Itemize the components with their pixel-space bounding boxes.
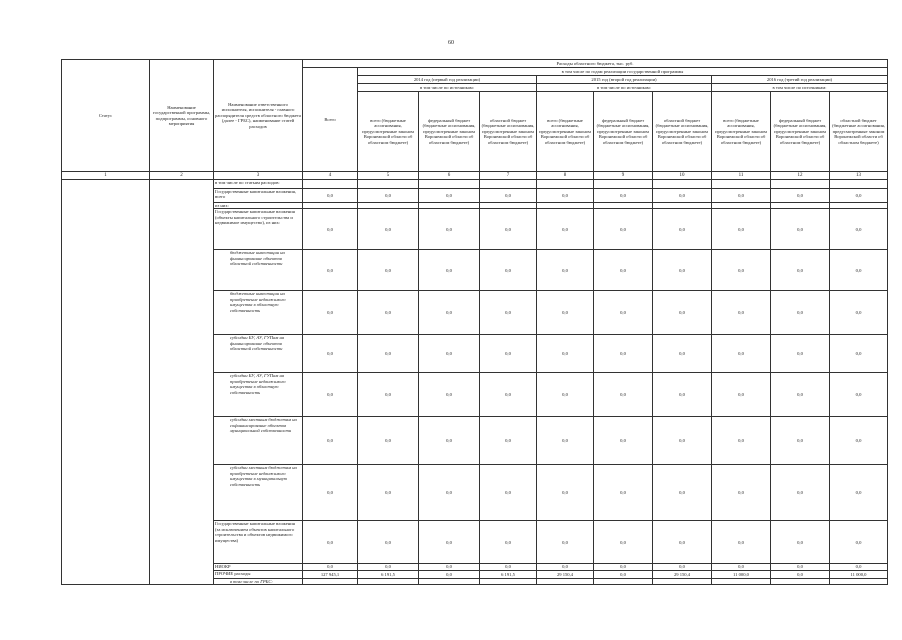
- value-cell: 0,0: [771, 521, 830, 564]
- col-number: 9: [594, 172, 653, 180]
- value-cell: 0,0: [358, 209, 419, 250]
- value-cell: 0,0: [537, 250, 594, 291]
- table-row: [62, 189, 888, 203]
- header-budget-expenses: Расходы областного бюджета, тыс. руб.: [303, 60, 888, 68]
- table-row: [62, 250, 888, 291]
- value-cell: 0,0: [480, 335, 537, 373]
- table-row: [62, 465, 888, 521]
- header-source-federal: федеральный бюджет (бюджетные ассигнования, предусмотренные законом Воронежской области об областном бюджете): [771, 92, 830, 172]
- budget-table: [61, 59, 888, 585]
- col-number: 1: [62, 172, 150, 180]
- value-cell: 0,0: [771, 189, 830, 203]
- status-cell: [62, 570, 150, 578]
- value-cell: [594, 180, 653, 189]
- value-cell: 0,0: [303, 209, 358, 250]
- row-label: ПРОЧИЕ расходы: [214, 570, 303, 578]
- value-cell: 0,0: [358, 250, 419, 291]
- header-status: Статус: [62, 60, 150, 172]
- table-row: [62, 570, 888, 578]
- table-body: [62, 180, 888, 585]
- row-label: Государственные капитальные вложения (объекты капитального строительства и недвижимое имущество), из них:: [214, 209, 303, 250]
- value-cell: 127 945,1: [303, 570, 358, 578]
- value-cell: 0,0: [303, 291, 358, 335]
- value-cell: 0,0: [712, 417, 771, 465]
- value-cell: 0,0: [830, 291, 888, 335]
- status-cell: [62, 578, 150, 584]
- value-cell: 0,0: [594, 570, 653, 578]
- header-program-name: Наименование государственной программы, подпрограммы, основного мероприятия: [150, 60, 214, 172]
- value-cell: 0,0: [358, 417, 419, 465]
- page-number: 60: [448, 40, 454, 46]
- header-source-regional: областной бюджет (бюджетные ассигнования, предусмотренные законом Воронежской области об областном бюджете): [830, 92, 888, 172]
- value-cell: 0,0: [537, 417, 594, 465]
- header-source-federal: федеральный бюджет (бюджетные ассигнования, предусмотренные законом Воронежской области об областном бюджете): [594, 92, 653, 172]
- value-cell: 0,0: [358, 335, 419, 373]
- header-sources-2015: в том числе по источникам:: [537, 84, 712, 92]
- value-cell: 11 000,0: [712, 570, 771, 578]
- value-cell: 0,0: [537, 465, 594, 521]
- value-cell: 0,0: [712, 189, 771, 203]
- status-cell: [62, 417, 150, 465]
- value-cell: 0,0: [594, 564, 653, 570]
- value-cell: [830, 180, 888, 189]
- header-total: Всего: [303, 68, 358, 172]
- header-source-all: всего (бюджетные ассигнования, предусмотренные законом Воронежской области об областном бюджете): [537, 92, 594, 172]
- value-cell: 0,0: [358, 291, 419, 335]
- value-cell: 0,0: [712, 291, 771, 335]
- value-cell: 0,0: [303, 521, 358, 564]
- value-cell: 0,0: [303, 335, 358, 373]
- col-number: 10: [653, 172, 712, 180]
- value-cell: 0,0: [771, 570, 830, 578]
- value-cell: 0,0: [419, 465, 480, 521]
- header-source-federal: федеральный бюджет (бюджетные ассигнования, предусмотренные законом Воронежской области об областном бюджете): [419, 92, 480, 172]
- value-cell: 0,0: [594, 291, 653, 335]
- value-cell: 0,0: [358, 373, 419, 417]
- value-cell: 0,0: [537, 373, 594, 417]
- program-cell: [150, 250, 214, 291]
- program-cell: [150, 417, 214, 465]
- value-cell: 6 191,5: [480, 570, 537, 578]
- header-executor-name: Наименование ответственного исполнителя, исполнителя - главного распорядителя средств областного бюджета (далее - ГРБС), наименование статей расходов: [214, 60, 303, 172]
- table-row: [62, 180, 888, 189]
- value-cell: 0,0: [653, 291, 712, 335]
- value-cell: 0,0: [480, 521, 537, 564]
- header-year-2016: 2016 год (третий год реализации): [712, 76, 888, 84]
- program-cell: [150, 373, 214, 417]
- col-number: 6: [419, 172, 480, 180]
- value-cell: [712, 180, 771, 189]
- header-year-2015: 2015 год (второй год реализации): [537, 76, 712, 84]
- row-label: Государственные капитальные вложения (за исключением объектов капитального строительства и объектов недвижимого имущества): [214, 521, 303, 564]
- value-cell: 0,0: [653, 465, 712, 521]
- value-cell: 0,0: [712, 521, 771, 564]
- value-cell: 0,0: [771, 564, 830, 570]
- value-cell: 0,0: [537, 291, 594, 335]
- value-cell: [537, 180, 594, 189]
- value-cell: 0,0: [771, 209, 830, 250]
- value-cell: 6 191,5: [358, 570, 419, 578]
- header-sources-2014: в том числе по источникам:: [358, 84, 537, 92]
- value-cell: [537, 578, 594, 584]
- col-number: 13: [830, 172, 888, 180]
- status-cell: [62, 189, 150, 203]
- value-cell: 0,0: [830, 465, 888, 521]
- value-cell: 0,0: [712, 250, 771, 291]
- status-cell: [62, 335, 150, 373]
- value-cell: 0,0: [419, 209, 480, 250]
- value-cell: 0,0: [419, 189, 480, 203]
- row-label: из них:: [214, 203, 303, 209]
- value-cell: 0,0: [303, 564, 358, 570]
- value-cell: 0,0: [537, 335, 594, 373]
- value-cell: 0,0: [594, 209, 653, 250]
- value-cell: 0,0: [653, 373, 712, 417]
- table-row: [62, 291, 888, 335]
- status-cell: [62, 291, 150, 335]
- header-source-all: всего (бюджетные ассигнования, предусмотренные законом Воронежской области об областном бюджете): [712, 92, 771, 172]
- program-cell: [150, 209, 214, 250]
- value-cell: 0,0: [771, 465, 830, 521]
- value-cell: [771, 578, 830, 584]
- status-cell: [62, 521, 150, 564]
- value-cell: 0,0: [480, 250, 537, 291]
- value-cell: [653, 180, 712, 189]
- value-cell: 0,0: [480, 417, 537, 465]
- value-cell: 0,0: [480, 189, 537, 203]
- program-cell: [150, 465, 214, 521]
- row-label: в том числе по статьям расходов:: [214, 180, 303, 189]
- value-cell: 0,0: [653, 189, 712, 203]
- value-cell: 0,0: [358, 189, 419, 203]
- value-cell: 0,0: [303, 189, 358, 203]
- status-cell: [62, 250, 150, 291]
- value-cell: [594, 578, 653, 584]
- row-label: субсидии БУ, АУ, ГУПам на приобретение недвижимого имущества в областную собственность: [214, 373, 303, 417]
- row-label: субсидии БУ, АУ, ГУПам на финансирование объектов областной собственности: [214, 335, 303, 373]
- status-cell: [62, 373, 150, 417]
- program-cell: [150, 180, 214, 189]
- program-cell: [150, 189, 214, 203]
- value-cell: [419, 578, 480, 584]
- value-cell: 0,0: [358, 564, 419, 570]
- value-cell: 0,0: [594, 335, 653, 373]
- program-cell: [150, 521, 214, 564]
- value-cell: 0,0: [537, 209, 594, 250]
- value-cell: 0,0: [712, 564, 771, 570]
- status-cell: [62, 465, 150, 521]
- value-cell: 0,0: [480, 291, 537, 335]
- value-cell: 0,0: [419, 564, 480, 570]
- value-cell: 0,0: [653, 209, 712, 250]
- value-cell: 0,0: [830, 250, 888, 291]
- program-cell: [150, 570, 214, 578]
- row-label: НИОКР: [214, 564, 303, 570]
- value-cell: 0,0: [830, 373, 888, 417]
- value-cell: 0,0: [594, 189, 653, 203]
- value-cell: 0,0: [537, 521, 594, 564]
- table-row: [62, 417, 888, 465]
- value-cell: 0,0: [653, 564, 712, 570]
- col-number: 5: [358, 172, 419, 180]
- value-cell: [480, 578, 537, 584]
- value-cell: 0,0: [830, 335, 888, 373]
- value-cell: 0,0: [653, 250, 712, 291]
- value-cell: 0,0: [358, 521, 419, 564]
- value-cell: 0,0: [537, 564, 594, 570]
- value-cell: 0,0: [419, 335, 480, 373]
- status-cell: [62, 209, 150, 250]
- value-cell: 0,0: [480, 564, 537, 570]
- header-source-regional: областной бюджет (бюджетные ассигнования, предусмотренные законом Воронежской области об областном бюджете): [480, 92, 537, 172]
- value-cell: 0,0: [830, 417, 888, 465]
- value-cell: 0,0: [419, 521, 480, 564]
- header-sources-2016: в том числе по источникам:: [712, 84, 888, 92]
- value-cell: [830, 578, 888, 584]
- value-cell: 0,0: [712, 209, 771, 250]
- row-label: бюджетные инвестиции на приобретение недвижимого имущества в областную собственность: [214, 291, 303, 335]
- col-number: 11: [712, 172, 771, 180]
- value-cell: 0,0: [480, 209, 537, 250]
- value-cell: 0,0: [830, 564, 888, 570]
- table-row: [62, 335, 888, 373]
- value-cell: 0,0: [537, 189, 594, 203]
- table-row: [62, 209, 888, 250]
- value-cell: 0,0: [594, 250, 653, 291]
- value-cell: [358, 180, 419, 189]
- value-cell: 0,0: [653, 521, 712, 564]
- value-cell: 0,0: [830, 521, 888, 564]
- value-cell: 0,0: [594, 465, 653, 521]
- value-cell: 0,0: [358, 465, 419, 521]
- value-cell: 0,0: [830, 189, 888, 203]
- value-cell: 0,0: [303, 373, 358, 417]
- value-cell: [653, 578, 712, 584]
- table-row: [62, 521, 888, 564]
- value-cell: 0,0: [480, 465, 537, 521]
- value-cell: 0,0: [419, 570, 480, 578]
- row-label: Государственные капитальные вложения, всего: [214, 189, 303, 203]
- value-cell: [303, 578, 358, 584]
- value-cell: [358, 578, 419, 584]
- value-cell: [771, 180, 830, 189]
- row-label: в том числе по ГРБС:: [214, 578, 303, 584]
- header-year-2014: 2014 год (первый год реализации): [358, 76, 537, 84]
- row-label: субсидии местным бюджетам на приобретение недвижимого имущества в муниципальную собственность: [214, 465, 303, 521]
- header-source-all: всего (бюджетные ассигнования, предусмотренные законом Воронежской области об областном бюджете): [358, 92, 419, 172]
- value-cell: 0,0: [653, 417, 712, 465]
- col-number: 3: [214, 172, 303, 180]
- value-cell: [419, 180, 480, 189]
- value-cell: 0,0: [830, 209, 888, 250]
- header-source-regional: областной бюджет (бюджетные ассигнования, предусмотренные законом Воронежской области об областном бюджете): [653, 92, 712, 172]
- value-cell: 0,0: [594, 417, 653, 465]
- col-number: 7: [480, 172, 537, 180]
- value-cell: 0,0: [771, 291, 830, 335]
- value-cell: 0,0: [480, 373, 537, 417]
- value-cell: 11 000,0: [830, 570, 888, 578]
- value-cell: 0,0: [419, 250, 480, 291]
- value-cell: 0,0: [771, 373, 830, 417]
- value-cell: 29 150,4: [537, 570, 594, 578]
- value-cell: 0,0: [303, 250, 358, 291]
- value-cell: 0,0: [771, 250, 830, 291]
- value-cell: 0,0: [712, 465, 771, 521]
- program-cell: [150, 335, 214, 373]
- value-cell: 0,0: [771, 417, 830, 465]
- value-cell: 0,0: [653, 335, 712, 373]
- status-cell: [62, 180, 150, 189]
- col-number: 4: [303, 172, 358, 180]
- row-label: субсидии местным бюджетам на софинансирование объектов муниципальной собственности: [214, 417, 303, 465]
- value-cell: 0,0: [712, 335, 771, 373]
- table-row: [62, 373, 888, 417]
- value-cell: 0,0: [303, 465, 358, 521]
- program-cell: [150, 578, 214, 584]
- value-cell: [303, 180, 358, 189]
- col-number: 2: [150, 172, 214, 180]
- row-label: бюджетные инвестиции на финансирование объектов областной собственности: [214, 250, 303, 291]
- col-number: 8: [537, 172, 594, 180]
- value-cell: 0,0: [303, 417, 358, 465]
- value-cell: 0,0: [712, 373, 771, 417]
- value-cell: 29 150,4: [653, 570, 712, 578]
- program-cell: [150, 291, 214, 335]
- col-number: 12: [771, 172, 830, 180]
- value-cell: [712, 578, 771, 584]
- value-cell: 0,0: [419, 291, 480, 335]
- table-row: [62, 578, 888, 584]
- value-cell: 0,0: [771, 335, 830, 373]
- value-cell: 0,0: [594, 521, 653, 564]
- header-by-years: в том числе по годам реализации государственной программы: [358, 68, 888, 76]
- value-cell: 0,0: [419, 417, 480, 465]
- value-cell: [480, 180, 537, 189]
- value-cell: 0,0: [594, 373, 653, 417]
- value-cell: 0,0: [419, 373, 480, 417]
